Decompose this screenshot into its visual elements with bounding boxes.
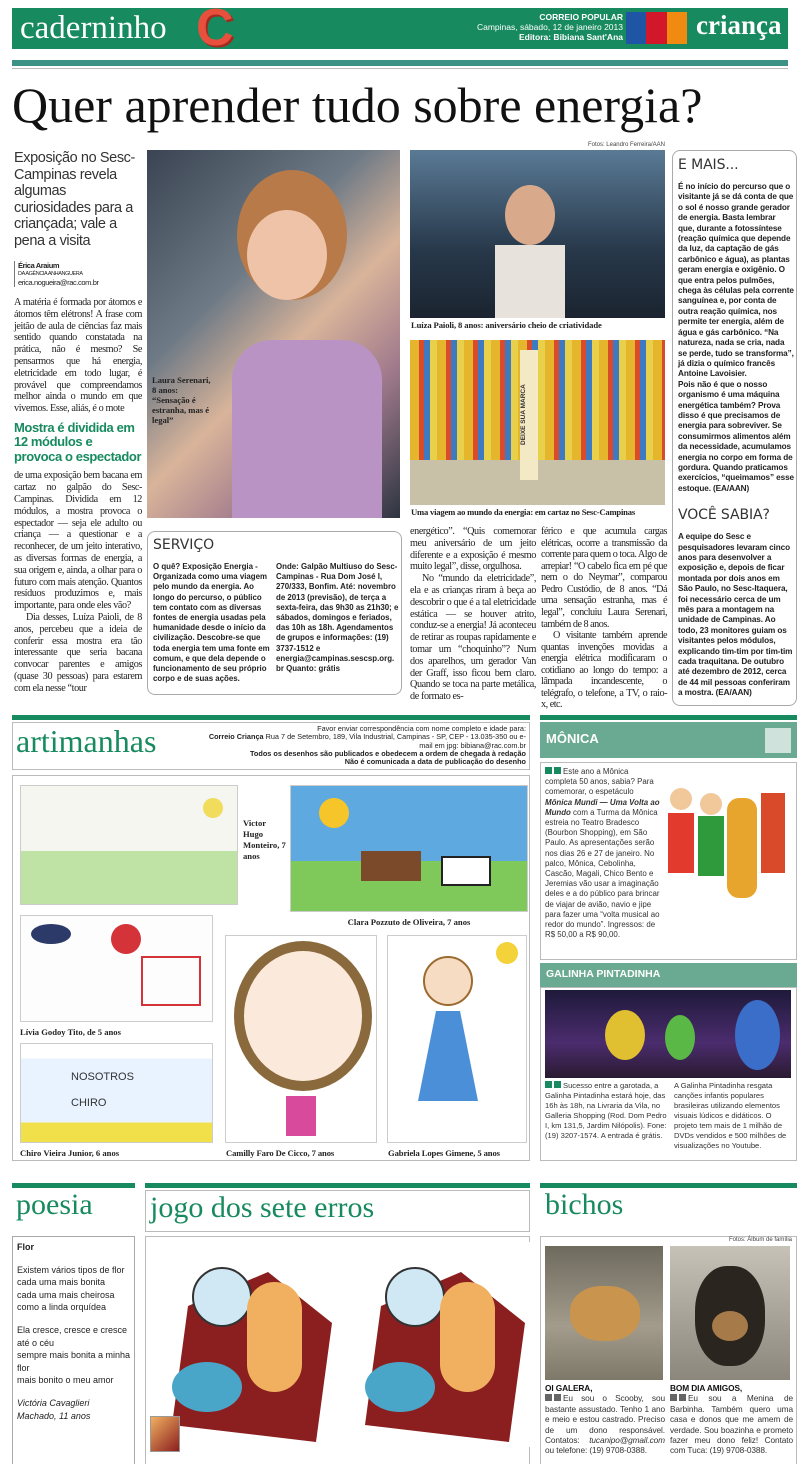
deck: Exposição no Sesc-Campinas revela algumas curiosidades para a criançada; vale a pena a visita (14, 150, 135, 249)
pet-listing (670, 1383, 793, 1462)
divider (12, 60, 788, 66)
artimanhas-title: artimanhas (16, 723, 157, 759)
paragraph: férico e que acumula cargas elétricas, ocorre a transmissão da corrente para quem o toca. Algo de arrepiar! “O cabelo fica em pé que nem o do Neymar”, comparou Pedro Custódio, de 8 anos. “Dá uma sensação estranha, mas é legal”, concluiu Laura Serenari, também de 8 anos. (541, 526, 667, 630)
voce-sabia-text: A equipe do Sesc e pesquisadores levaram cinco anos para desenvolver a exposição e, depois de ficar montada por dois anos em São Paulo, no Sesc-Itaquera, foi necessário cerca de um mês para a montagem na unidade de Campinas. Ao todo, 23 monitores guiam os visitantes pelos módulos, explicando tim-tim por tim-tim cada traquitana. De outubro até dezembro de 2012, cerca de 44 mil pessoas conferiram a mostra. (EA/AAN) (678, 532, 793, 698)
monica-title: MÔNICA (546, 731, 599, 746)
logo-c: C (196, 0, 234, 57)
photo-credit: Fotos: Leandro Ferreira/AAN (587, 142, 665, 148)
pet-listing (545, 1383, 665, 1462)
puzzle-image-left[interactable] (152, 1242, 340, 1447)
paragraph: Pois não é que o nosso organismo é uma máquina energética também? Prova disso é que precisamos de energia para sobreviver. Se consumirmos alimentos além da necessidade, acumulamos energia no corpo em forma de gordura. Quando praticamos exercícios, “queimamos” esse estoque. (EA/AAN) (678, 379, 794, 493)
puzzle-image-right[interactable] (350, 1242, 530, 1447)
dog-photo-menina (670, 1246, 790, 1380)
puzzle-thumbnail (150, 1416, 180, 1452)
divider (12, 68, 788, 69)
paragraph: Dia desses, Luíza Paioli, de 8 anos, percebeu que a ideia de conferir essa mostra era tão interessante que seria bacana convocar parentes e amigos (quase 30 pessoas) para estarem com ela nesse “tour (14, 612, 142, 694)
paragraph: A matéria é formada por átomos e átomos têm elétrons! A frase com jeitão de aula de ciências faz mais sentido quando constatada na prática, não é mesmo? Se pensarmos que há energia, eletricidade em todo lugar, é provável que compreendamos melhor ainda o mundo em que vivemos. Esse, aliás, é o mote (14, 297, 142, 415)
drawing (387, 935, 527, 1143)
poem-line: Ela cresce, cresce e cresce (17, 1324, 128, 1335)
servico-where: Onde: Galpão Multiuso do Sesc-Campinas - Rua Dom José I, 270/333, Bonfim. Até: novembro de 2013 (previsão), de terça a sexta-feira, das 9h30 as 21h30; e sábados, domingos e feriados, das 10h as 18h. Agendamentos de grupos e informações: (19) 3737-1512 e energia@campinas.sescsp.org.br Quanto: grátis (276, 562, 399, 674)
monica-text (545, 767, 662, 956)
note: Todos os desenhos são publicados e obedecem a ordem de chegada à redação (249, 748, 526, 758)
text: Eu sou a Menina de Barbinha. Também quero uma casa e donos que me amem de verdade. Sou boazinha e prometo fazer meu dono feliz! Contato com Tuca: (19) 9708-0388. (670, 1393, 793, 1456)
drawing-caption: Chiro Vieira Junior, 6 anos (20, 1148, 120, 1158)
bichos-title: bichos (545, 1188, 624, 1221)
divider (145, 1183, 530, 1188)
text: ou telefone: (19) 9708-0388. (545, 1445, 647, 1456)
drawing-caption: Camilly Faro De Cicco, 7 anos (226, 1148, 335, 1158)
drawing-caption: Lívia Godoy Tito, de 5 anos (20, 1027, 121, 1037)
editor: Editora: Bibiana Sant'Ana (518, 32, 623, 42)
article-body-mid (410, 526, 536, 710)
jogo-title: jogo dos sete erros (150, 1191, 375, 1224)
text: Este ano a Mônica completa 50 anos, sabia? Para comemorar, o espetáculo (545, 767, 654, 797)
dateline: Campinas, sábado, 12 de janeiro 2013 (476, 22, 623, 32)
paper-name: CORREIO POPULAR (539, 12, 623, 22)
poesia-title: poesia (16, 1188, 93, 1221)
headline: Quer aprender tudo sobre energia? (12, 77, 703, 133)
text: Sucesso entre a garotada, a Galinha Pintadinha estará hoje, das 16h às 18h, na Livraria da Vila, no Galleria Shopping (Rod. Dom Pedro I, km 131,5, Jardim Nilópolis). Fone: (19) 3207-1574. A entrada é grátis. (545, 1081, 667, 1140)
drawing-caption: Gabriela Lopes Gimene, 5 anos (388, 1148, 500, 1158)
emais-title: E MAIS... (678, 157, 739, 173)
poem-line: como a linda orquídea (17, 1302, 107, 1313)
poem-line: cada uma mais cheirosa (17, 1289, 115, 1300)
drawing (20, 1043, 213, 1143)
exhibit-sign: DEIXE SUA MARCA (520, 350, 538, 480)
emais-text (678, 182, 794, 494)
drawing-caption: Clara Pozzuto de Oliveira, 7 anos (347, 917, 471, 927)
poem-author: Victória Cavaglieri Machado, 11 anos (17, 1397, 91, 1421)
voce-sabia-title: VOCÊ SABIA? (678, 507, 770, 524)
sidebar-content (678, 156, 794, 701)
servico-what: O quê? Exposição Energia - Organizada como uma viagem pelo mundo da energia. Ao longo do percurso, o público tem contato com as diversas fontes de energia usadas pela humanidade desde o início da civilização. Descobre-se que toda energia tem uma fonte em comum, e que dela depende o funcionamento de seu próprio corpo e de suas ações. (153, 562, 270, 684)
galinha-photo (545, 990, 791, 1078)
drawing-caption: Victor Hugo Monteiro, 7 anos (243, 818, 286, 861)
poem-line: Existem vários tipos de flor (17, 1264, 125, 1275)
photo-girl-electricity (147, 150, 400, 518)
galinha-event (545, 1081, 669, 1158)
poem-title: Flor (17, 1242, 34, 1252)
poem-line: até o céu (17, 1337, 55, 1348)
divider (540, 715, 797, 720)
divider (12, 715, 530, 720)
photo1-caption: Laura Serenari, 8 anos: “Sensação é estranha, mas é legal” (152, 375, 211, 425)
pet-heading: BOM DIA AMIGOS, (670, 1383, 743, 1393)
author: Érica Araium (18, 261, 60, 270)
drawing (225, 935, 377, 1143)
author-email[interactable]: erica.nogueira@rac.com.br (18, 277, 99, 287)
photo-girl-birthday (410, 150, 665, 318)
contact-email[interactable]: tucanipo@gmail.com (589, 1435, 665, 1446)
galinha-title: GALINHA PINTADINHA (546, 968, 661, 980)
drawing (20, 915, 213, 1022)
paragraph: O visitante também aprende quantas invenções movidas a energia elétrica modificaram o cotidiano ao longo do tempo: a lâmpada incandescente, o telégrafo, o telefone, a TV, o raio-x, etc. (541, 630, 667, 711)
subhead: Mostra é dividida em 12 módulos e provoca o espectador (14, 419, 142, 464)
paragraph: energético”. “Quis comemorar meu aniversário de um jeito diferente e a exposição é mesmo muito legal”, disse, orgulhosa. (410, 526, 536, 573)
header-ornament (765, 728, 791, 753)
note: Favor enviar correspondência com nome completo e idade para: (317, 724, 526, 733)
servico-title: SERVIÇO (153, 537, 215, 553)
paragraph: É no início do percurso que o visitante já se dá conta de que o sol é nosso grande gerador de energia. Basta lembrar que, durante a fotossíntese (reação química que depende da luz, da captação de gás carbônico e água), as plantas geram energia e oxigênio. O que entra pelos pulmões, chega às células pela corrente sanguínea e, por conta de outra reação química, nos permite ter energia, além de água e gás carbônico. “Na natureza, nada se cria, nada se perde, tudo se transforma”, já dizia o químico francês Antoine Lavoisier. (678, 182, 794, 379)
article-body-right (541, 526, 667, 710)
drawing (290, 785, 528, 912)
paragraph: No “mundo da eletricidade”, ela e as crianças riram à beça ao descobrir o que é a tal eletricidade estática — se houver atrito, conduz-se a energia! Já aconteceu de retirar as roupas rapidamente e tomar um “choquinho”? Num dos aparelhos, um gerador Van der Graff, isso ficou bem claro. Quando se toca na parte metálica, de formato es- (410, 573, 536, 703)
photo2-caption: Luíza Paioli, 8 anos: aniversário cheio de criatividade (411, 320, 602, 330)
poem-line: sempre mais bonita a minha flor (17, 1350, 131, 1373)
galinha-about: A Galinha Pintadinha resgata canções infantis populares brasileiras utilizando elementos visuais lúdicos e didáticos. O projeto tem mais de 1 milhão de DVDs vendidos e 500 milhões de visualizações no Youtube. (674, 1081, 787, 1150)
paragraph: de uma exposição bem bacana em cartaz no galpão do Sesc-Campinas. Dividida em 12 módulos, a mostra provoca o espectador — seja ele adulto ou criança — a questionar e a reconhecer, de um jeito interativo, as diversas formas de energia, a sua origem e, ainda, a olhar para o futuro com mais atenção. Quantos resíduos produzimos e, mais importante, para onde eles vão? (14, 470, 142, 612)
supplement-name: criança (696, 10, 782, 40)
article-left-column (14, 150, 142, 710)
show-title: Mônica Mundi — Uma Volta ao Mundo (545, 797, 660, 817)
monica-characters-photo (665, 768, 791, 933)
note: Não é comunicada a data de publicação do desenho (344, 757, 526, 767)
bichos-credit: Fotos: Álbum de família (728, 1237, 792, 1243)
text: com a Turma da Mônica estreia no Teatro Bradesco (Bourbon Shopping), em São Paulo. As apresentações serão nos dias 26 e 27 de janeiro. No palco, Mônica, Cebolinha, Cascão, Magali, Chico Bento e Jeremias vão usar a imaginação deles e a do público para brincar de viajar de avião, navio e jipe para fazer uma “volta musical ao redor do mundo”. Ingressos: de R$ 50,00 a R$ 90,00. (545, 807, 660, 940)
photo-exhibition (410, 340, 665, 505)
photo3-caption: Uma viagem ao mundo da energia: em cartaz no Sesc-Campinas (411, 507, 635, 517)
color-blocks (626, 12, 687, 44)
poem (17, 1241, 133, 1462)
note-bold: Correio Criança (208, 732, 264, 742)
text: Eu sou o Scooby, sou bastante assustado. Tenho 1 ano e meio e estou castrado. Preciso de um dono responsável. Contatos: (545, 1393, 665, 1446)
note: Rua 7 de Setembro, 189, Vila Industrial, Campinas - SP, CEP - 13.035-350 ou e-mail em jpg: bibiana@rac.com.br (263, 732, 526, 750)
byline (14, 261, 142, 287)
dateline-block (440, 12, 623, 42)
agency: DA AGÊNCIA ANHANGUERA (18, 270, 83, 277)
submission-note (200, 725, 526, 768)
drawing (20, 785, 238, 905)
poem-line: mais bonito o meu amor (17, 1375, 114, 1386)
drawing-text: NOSOTROS CHIRO (71, 1071, 134, 1109)
dog-photo-scooby (545, 1246, 663, 1380)
section-name: caderninho (20, 10, 167, 46)
pet-heading: OI GALERA, (545, 1383, 593, 1393)
poem-line: cada uma mais bonita (17, 1277, 106, 1288)
